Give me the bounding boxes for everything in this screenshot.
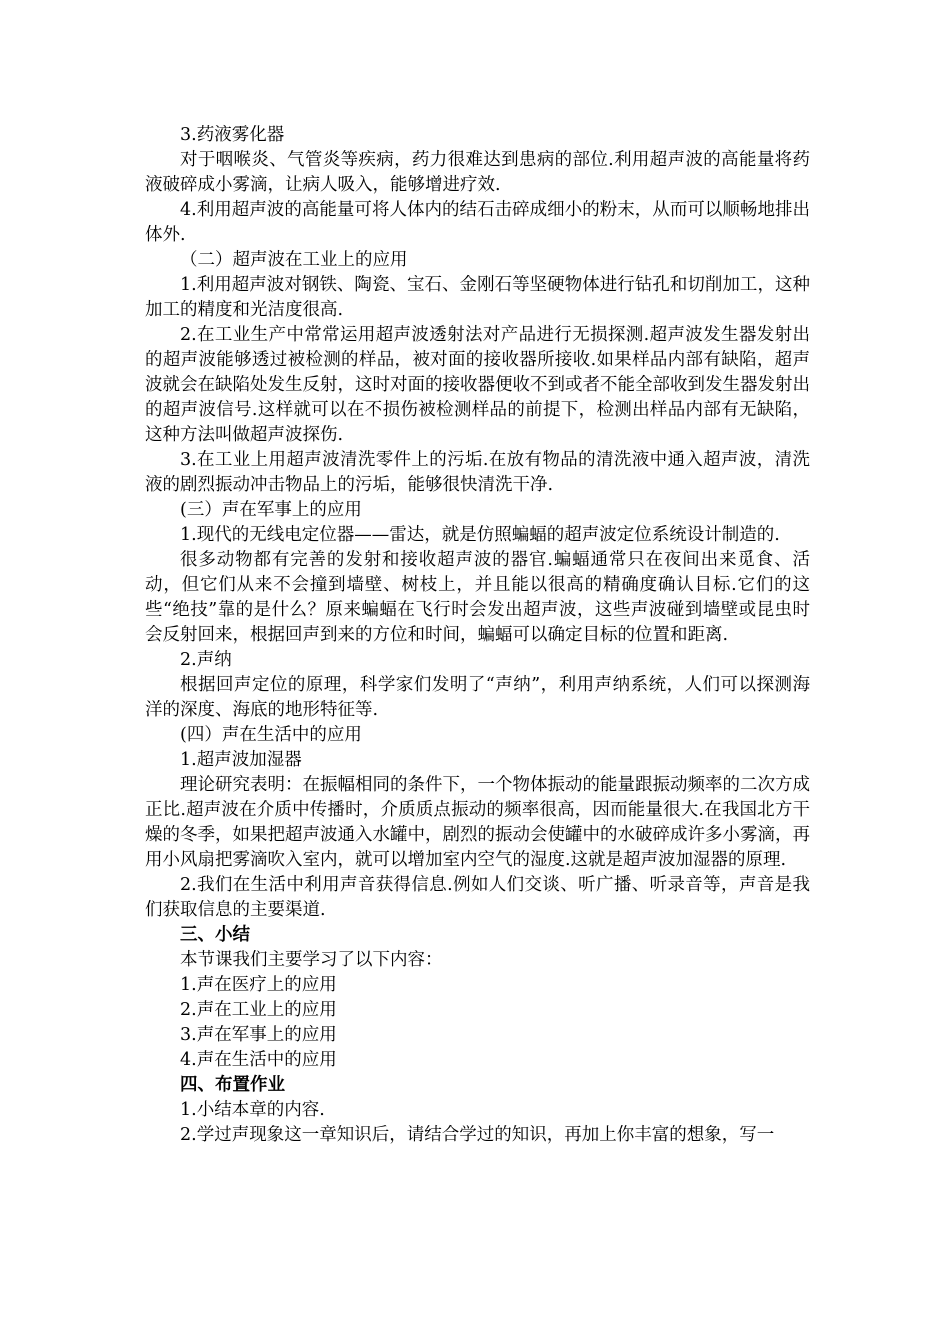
list-item: 1.小结本章的内容. xyxy=(180,1100,325,1120)
list-item: 2.声在工业上的应用 xyxy=(180,1000,337,1020)
heading-summary: 三、小结 xyxy=(180,925,250,945)
paragraph: 3.在工业上用超声波清洗零件上的污垢.在放有物品的清洗液中通入超声波，清洗液的剧烈振动冲击物品上的污垢，能够很快清洗干净. xyxy=(145,450,810,495)
paragraph-subheading: 3.药液雾化器 xyxy=(180,125,285,145)
paragraph: 2.在工业生产中常常运用超声波透射法对产品进行无损探测.超声波发生器发射出的超声波能够透过被检测的样品，被对面的接收器所接收.如果样品内部有缺陷，超声波就会在缺陷处发生反射，这时对面的接收器便收不到或者不能全部收到发生器发射出的超声波信号.这样就可以在不损伤被检测样品的前提下，检测出样品内部有无缺陷，这种方法叫做超声波探伤. xyxy=(145,325,810,445)
paragraph: 本节课我们主要学习了以下内容： xyxy=(180,950,443,970)
paragraph: 2.我们在生活中利用声音获得信息.例如人们交谈、听广播、听录音等，声音是我们获取信息的主要渠道. xyxy=(145,875,810,920)
paragraph: 1.现代的无线电定位器——雷达，就是仿照蝙蝠的超声波定位系统设计制造的. xyxy=(180,525,780,545)
document-body xyxy=(145,123,810,1148)
paragraph-subheading: 1.超声波加湿器 xyxy=(180,750,302,770)
list-item: 1.声在医疗上的应用 xyxy=(180,975,337,995)
paragraph: 很多动物都有完善的发射和接收超声波的器官.蝙蝠通常只在夜间出来觅食、活动，但它们从来不会撞到墙壁、树枝上，并且能以很高的精确度确认目标.它们的这些“绝技”靠的是什么？原来蝙蝠在飞行时会发出超声波，这些声波碰到墙壁或昆虫时会反射回来，根据回声到来的方位和时间，蝙蝠可以确定目标的位置和距离. xyxy=(145,550,810,645)
paragraph: 理论研究表明：在振幅相同的条件下，一个物体振动的能量跟振动频率的二次方成正比.超声波在介质中传播时，介质质点振动的频率很高，因而能量很大.在我国北方干燥的冬季，如果把超声波通入水罐中，剧烈的振动会使罐中的水破碎成许多小雾滴，再用小风扇把雾滴吹入室内，就可以增加室内空气的湿度.这就是超声波加湿器的原理. xyxy=(145,775,810,870)
list-item: 2.学过声现象这一章知识后，请结合学过的知识，再加上你丰富的想象，写一 xyxy=(180,1125,775,1145)
section-heading-industry: （二）超声波在工业上的应用 xyxy=(180,250,408,270)
paragraph: 1.利用超声波对钢铁、陶瓷、宝石、金刚石等坚硬物体进行钻孔和切削加工，这种加工的精度和光洁度很高. xyxy=(145,275,810,320)
paragraph-subheading: 2.声纳 xyxy=(180,650,232,670)
section-heading-daily-life: (四）声在生活中的应用 xyxy=(180,725,362,745)
paragraph: 对于咽喉炎、气管炎等疾病，药力很难达到患病的部位.利用超声波的高能量将药液破碎成小雾滴，让病人吸入，能够增进疗效. xyxy=(145,150,810,195)
section-heading-military: (三）声在军事上的应用 xyxy=(180,500,362,520)
paragraph: 根据回声定位的原理，科学家们发明了“声纳”，利用声纳系统，人们可以探测海洋的深度、海底的地形特征等. xyxy=(145,675,810,720)
paragraph: 4.利用超声波的高能量可将人体内的结石击碎成细小的粉末，从而可以顺畅地排出体外. xyxy=(145,200,810,245)
list-item: 4.声在生活中的应用 xyxy=(180,1050,337,1070)
heading-homework: 四、布置作业 xyxy=(180,1075,285,1095)
list-item: 3.声在军事上的应用 xyxy=(180,1025,337,1045)
